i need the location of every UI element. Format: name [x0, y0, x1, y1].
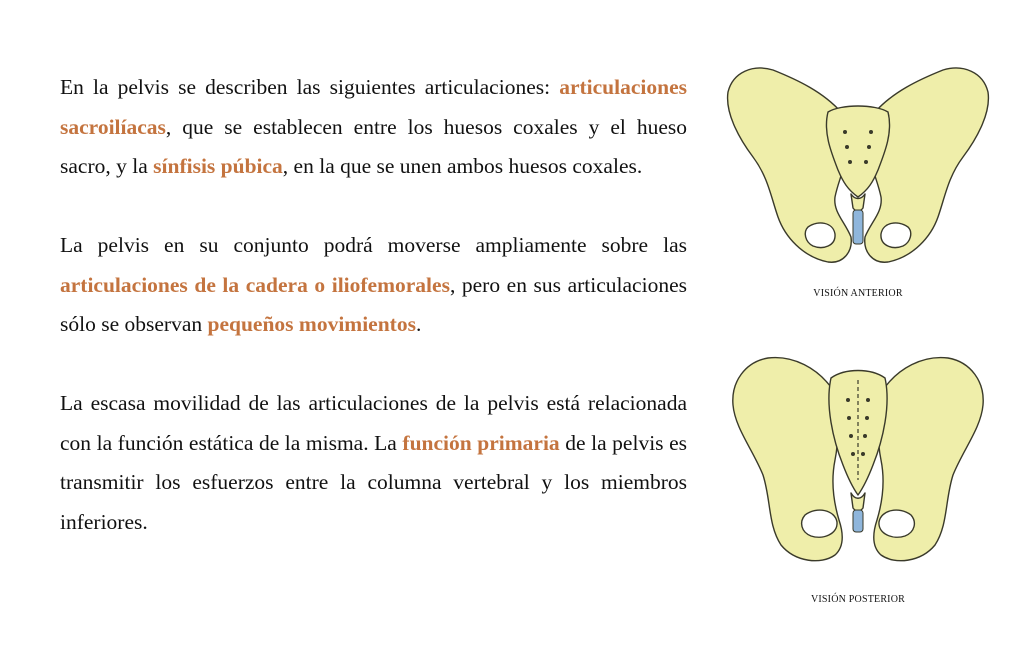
highlight-primary-function: función primaria	[402, 430, 560, 455]
pelvis-posterior-illustration	[723, 350, 993, 575]
pelvis-anterior-drawing	[723, 52, 993, 272]
text-segment: de la pelvis es transmitir los esfuerzos entre la columna vertebral y los miembros inferiores.	[60, 430, 688, 534]
pelvis-posterior-drawing	[723, 350, 993, 575]
pubic-symphysis	[853, 210, 863, 244]
highlight-sacroiliac: articulaciones sacroilíacas	[60, 75, 687, 139]
paragraph-2	[60, 226, 687, 345]
paragraph-1	[60, 68, 687, 187]
text-segment: .	[415, 312, 422, 336]
highlight-small-movements: pequeños movimientos	[207, 312, 416, 336]
pelvis-anterior-illustration	[723, 52, 993, 272]
caption-posterior: VISIÓN POSTERIOR	[810, 594, 906, 605]
text-segment: La pelvis en su conjunto podrá moverse ampliamente sobre las	[60, 233, 687, 257]
text-segment: La escasa movilidad de las articulaciones de la pelvis está relacionada con la función estática de la misma. La	[60, 391, 687, 455]
left-obturator-foramen	[802, 510, 837, 537]
text-segment: , en la que se unen ambos huesos coxales.	[282, 154, 643, 178]
right-obturator-foramen	[881, 223, 911, 248]
caption-anterior: VISIÓN ANTERIOR	[813, 288, 903, 299]
text-segment: En la pelvis se describen las siguientes articulaciones:	[60, 75, 560, 99]
left-obturator-foramen	[805, 223, 835, 248]
pubic-symphysis	[853, 510, 863, 532]
text-segment: , que se establecen entre los huesos coxales y el hueso sacro, y la	[60, 114, 687, 178]
highlight-hip-joints: articulaciones de la cadera o iliofemorales	[60, 272, 450, 297]
coccyx	[851, 493, 865, 511]
text-column	[60, 68, 687, 582]
paragraph-3	[60, 384, 687, 542]
right-obturator-foramen	[879, 510, 914, 537]
highlight-pubic-symphysis: sínfisis púbica	[153, 154, 283, 178]
text-segment: , pero en sus articulaciones sólo se observan	[60, 272, 687, 336]
